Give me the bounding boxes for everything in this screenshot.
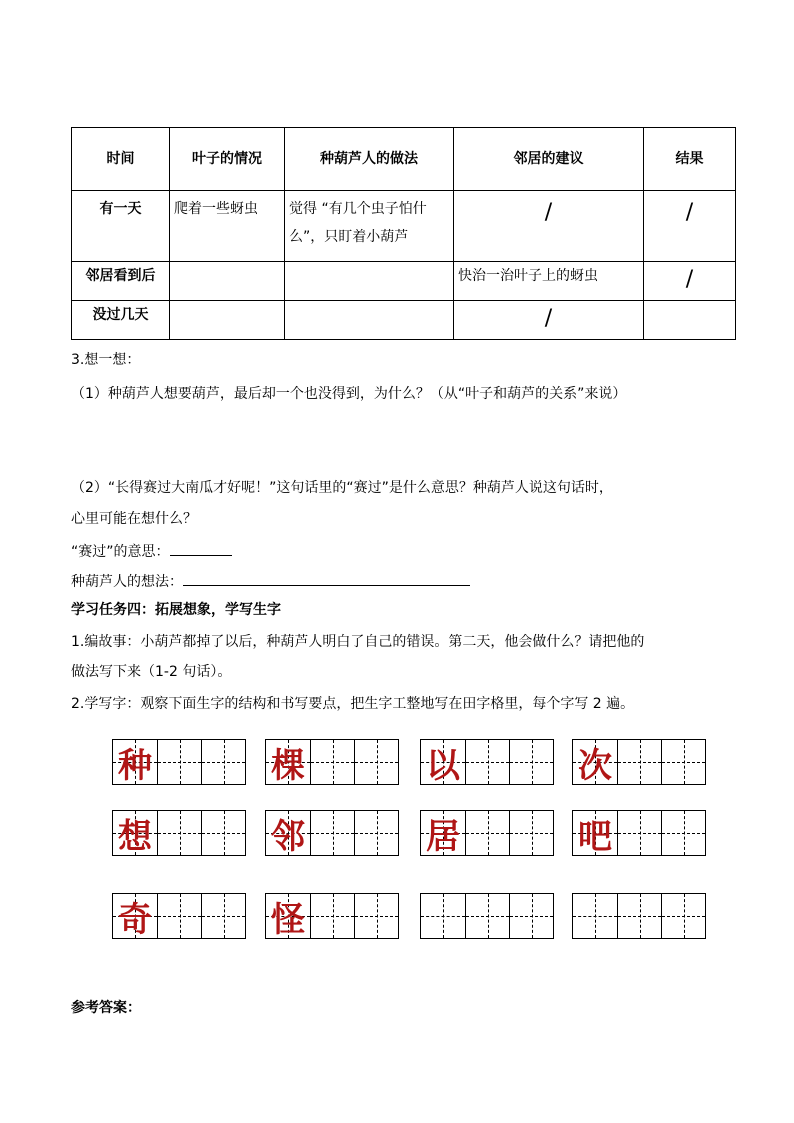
practice-cell[interactable] bbox=[310, 811, 354, 855]
tianzige-box bbox=[265, 893, 399, 939]
practice-cell[interactable] bbox=[661, 740, 705, 784]
question-1: （1）种葫芦人想要葫芦，最后却一个也没得到，为什么？（从“叶子和葫芦的关系”来说） bbox=[71, 386, 627, 402]
practice-cell[interactable] bbox=[354, 811, 398, 855]
practice-char-yi: 以 bbox=[426, 745, 460, 786]
header-time: 时间 bbox=[72, 128, 170, 191]
row1-time: 有一天 bbox=[72, 191, 170, 262]
row2-advice: 快治一治叶子上的蚜虫 bbox=[454, 262, 644, 301]
row1-advice-slash: / bbox=[544, 200, 553, 225]
thought-row bbox=[71, 570, 470, 592]
tianzige-box bbox=[420, 739, 554, 785]
tianzige-box bbox=[112, 893, 246, 939]
practice-cell[interactable] bbox=[465, 894, 509, 938]
practice-cell[interactable] bbox=[310, 894, 354, 938]
practice-cell[interactable] bbox=[157, 811, 201, 855]
table-row bbox=[72, 301, 736, 340]
practice-cell[interactable] bbox=[661, 894, 705, 938]
practice-cell[interactable] bbox=[509, 894, 553, 938]
meaning-answer-blank[interactable] bbox=[170, 540, 232, 556]
question-2-line1: （2）“长得赛过大南瓜才好呢！”这句话里的“赛过”是什么意思？种葫芦人说这句话时， bbox=[71, 480, 613, 496]
practice-char-lin: 邻 bbox=[271, 816, 305, 857]
row3-result[interactable] bbox=[644, 301, 736, 340]
row1-result-slash: / bbox=[685, 200, 694, 225]
story-table bbox=[71, 127, 736, 340]
task4-title: 学习任务四：拓展想象，学写生字 bbox=[71, 602, 281, 618]
practice-cell[interactable] bbox=[201, 740, 245, 784]
tianzige-box bbox=[420, 810, 554, 856]
practice-cell[interactable] bbox=[617, 894, 661, 938]
section3-title: 3.想一想： bbox=[71, 352, 141, 368]
practice-char-ci: 次 bbox=[578, 745, 612, 786]
row2-action[interactable] bbox=[285, 262, 454, 301]
tianzige-box bbox=[112, 810, 246, 856]
practice-cell[interactable] bbox=[157, 894, 201, 938]
task4-item2: 2.学写字：观察下面生字的结构和书写要点，把生字工整地写在田字格里，每个字写 2 遍。 bbox=[71, 696, 635, 712]
question-2-line2: 心里可能在想什么？ bbox=[71, 511, 197, 527]
header-leaves: 叶子的情况 bbox=[170, 128, 285, 191]
practice-char-guai: 怪 bbox=[271, 899, 305, 940]
practice-cell[interactable] bbox=[201, 811, 245, 855]
practice-cell[interactable] bbox=[465, 740, 509, 784]
meaning-row bbox=[71, 540, 232, 562]
row2-result-slash: / bbox=[685, 267, 694, 292]
row1-leaves: 爬着一些蚜虫 bbox=[170, 191, 285, 262]
table-row bbox=[72, 262, 736, 301]
practice-char-xiang: 想 bbox=[118, 816, 152, 857]
header-advice: 邻居的建议 bbox=[454, 128, 644, 191]
practice-char-ke: 棵 bbox=[271, 745, 305, 786]
meaning-label: “赛过”的意思： bbox=[71, 544, 170, 560]
row1-action: 觉得 “有几个虫子怕什么”，只盯着小葫芦 bbox=[285, 191, 454, 262]
answers-title: 参考答案： bbox=[71, 1000, 141, 1016]
table-header-row bbox=[72, 128, 736, 191]
practice-char-qi: 奇 bbox=[118, 899, 152, 940]
row3-advice-slash: / bbox=[544, 306, 553, 331]
row3-leaves[interactable] bbox=[170, 301, 285, 340]
header-action: 种葫芦人的做法 bbox=[285, 128, 454, 191]
thought-answer-blank[interactable] bbox=[183, 570, 470, 586]
row3-time: 没过几天 bbox=[72, 301, 170, 340]
practice-cell[interactable] bbox=[573, 894, 617, 938]
practice-cell[interactable] bbox=[421, 894, 465, 938]
tianzige-box bbox=[265, 810, 399, 856]
practice-cell[interactable] bbox=[661, 811, 705, 855]
practice-cell[interactable] bbox=[157, 740, 201, 784]
practice-cell[interactable] bbox=[509, 740, 553, 784]
practice-cell[interactable] bbox=[617, 811, 661, 855]
tianzige-box bbox=[572, 893, 706, 939]
task4-item1-line2: 做法写下来（1-2 句话）。 bbox=[71, 664, 232, 680]
practice-cell[interactable] bbox=[201, 894, 245, 938]
table-row bbox=[72, 191, 736, 262]
practice-cell[interactable] bbox=[617, 740, 661, 784]
row2-time: 邻居看到后 bbox=[72, 262, 170, 301]
practice-cell[interactable] bbox=[310, 740, 354, 784]
practice-char-ju: 居 bbox=[426, 816, 460, 857]
tianzige-box bbox=[572, 739, 706, 785]
practice-cell[interactable] bbox=[465, 811, 509, 855]
practice-cell[interactable] bbox=[354, 740, 398, 784]
tianzige-box bbox=[420, 893, 554, 939]
tianzige-box bbox=[265, 739, 399, 785]
tianzige-box bbox=[572, 810, 706, 856]
practice-char-zhong: 种 bbox=[118, 745, 152, 786]
thought-label: 种葫芦人的想法： bbox=[71, 574, 183, 590]
task4-item1-line1: 1.编故事：小葫芦都掉了以后，种葫芦人明白了自己的错误。第二天，他会做什么？请把他的 bbox=[71, 634, 645, 650]
row2-leaves[interactable] bbox=[170, 262, 285, 301]
practice-char-ba: 吧 bbox=[578, 816, 612, 857]
header-result: 结果 bbox=[644, 128, 736, 191]
practice-cell[interactable] bbox=[509, 811, 553, 855]
row3-action[interactable] bbox=[285, 301, 454, 340]
tianzige-box bbox=[112, 739, 246, 785]
practice-cell[interactable] bbox=[354, 894, 398, 938]
